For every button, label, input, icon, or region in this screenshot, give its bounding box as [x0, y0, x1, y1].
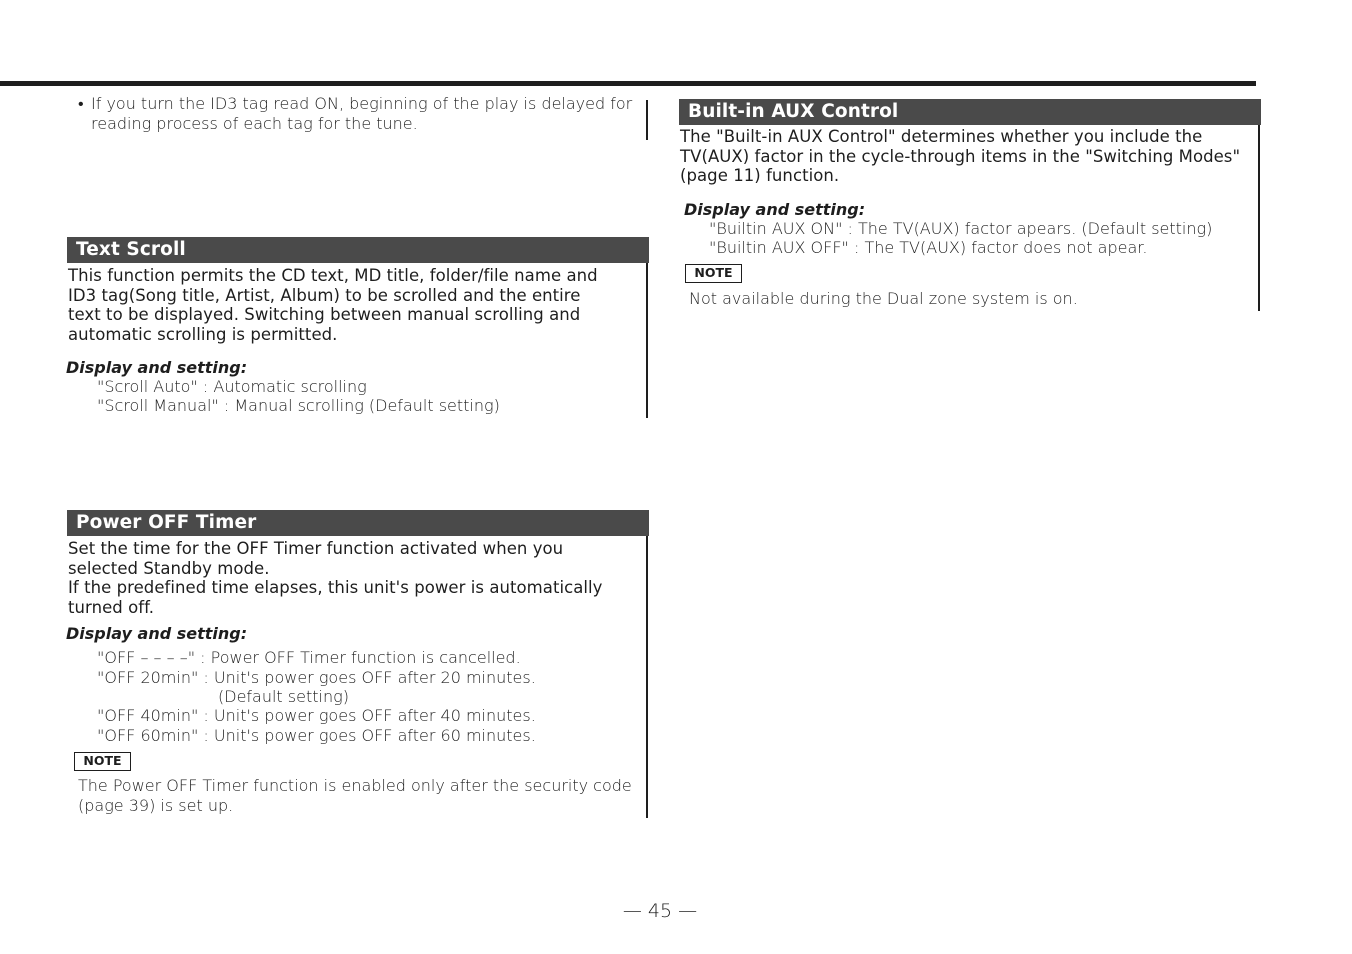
text-scroll-option: "Scroll Manual" : Manual scrolling (Default setting) [97, 396, 500, 415]
power-off-option: "OFF 40min" : Unit's power goes OFF after 40 minutes. [97, 706, 536, 725]
section-title-power-off-timer: Power OFF Timer [67, 510, 649, 536]
text-scroll-description: This function permits the CD text, MD title, folder/file name and ID3 tag(Song title, Artist, Album) to be scrolled and the entire text to be displayed. Switching between manual scrolling and automatic scrolling is permitted. [68, 266, 598, 344]
note-badge: NOTE [74, 752, 131, 771]
power-off-description: If the predefined time elapses, this unit's power is automatically turned off. [68, 578, 603, 617]
column-divider-intro [646, 100, 648, 140]
text-scroll-display-label: Display and setting: [66, 358, 248, 377]
intro-bullet-text: If you turn the ID3 tag read ON, beginning of the play is delayed for reading process of each tag for the tune. [91, 94, 633, 133]
section-title-text-scroll: Text Scroll [67, 237, 649, 263]
power-off-note-text: The Power OFF Timer function is enabled only after the security code (page 39) is set up. [78, 776, 632, 815]
power-off-option: "OFF 60min" : Unit's power goes OFF after 60 minutes. [97, 726, 536, 745]
builtin-aux-note-text: Not available during the Dual zone system is on. [689, 289, 1078, 308]
page-number: — 45 — [622, 900, 698, 922]
section-title-builtin-aux: Built-in AUX Control [679, 99, 1261, 125]
power-off-option-default: (Default setting) [218, 687, 349, 706]
column-divider-text-scroll [646, 238, 648, 418]
builtin-aux-display-label: Display and setting: [684, 200, 866, 219]
power-off-display-label: Display and setting: [66, 624, 248, 643]
text-scroll-option: "Scroll Auto" : Automatic scrolling [97, 377, 367, 396]
top-rule [0, 81, 1256, 86]
column-divider-aux [1258, 99, 1260, 311]
builtin-aux-description: The "Built-in AUX Control" determines whether you include the TV(AUX) factor in the cycle-through items in the "Switching Modes" (page 11) function. [680, 127, 1241, 185]
note-badge: NOTE [685, 264, 742, 283]
power-off-option: "OFF – – – –" : Power OFF Timer function is cancelled. [97, 648, 521, 667]
bullet-symbol: • [78, 94, 84, 113]
intro-bullet [78, 94, 638, 133]
power-off-option: "OFF 20min" : Unit's power goes OFF after 20 minutes. [97, 668, 536, 687]
column-divider-power-off [646, 511, 648, 818]
builtin-aux-option: "Builtin AUX ON" : The TV(AUX) factor apears. (Default setting) [709, 219, 1213, 238]
builtin-aux-option: "Builtin AUX OFF" : The TV(AUX) factor does not apear. [709, 238, 1148, 257]
power-off-description: Set the time for the OFF Timer function activated when you selected Standby mode. [68, 539, 564, 578]
